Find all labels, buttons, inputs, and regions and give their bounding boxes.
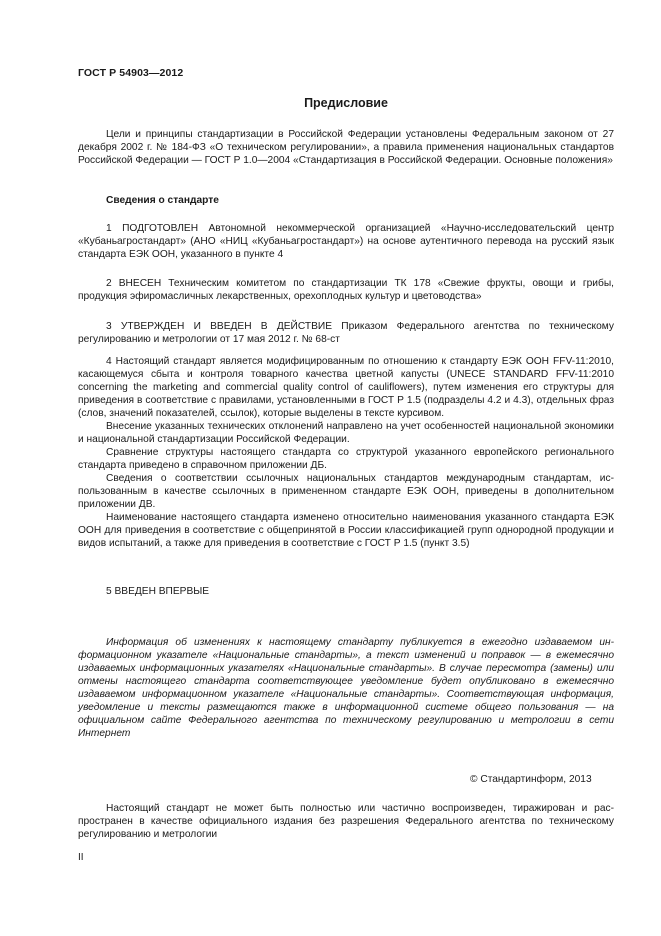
intro-paragraph	[78, 128, 614, 167]
item-4-paragraph-c: Сравнение структуры настоящего стандарта со структурой указанного европейского регионального стандарта приведено в справочном приложении ДБ.	[78, 447, 614, 471]
intro-text: Цели и принципы стандартизации в Российской Федерации установлены Федеральным законом от 27 декабря 2002 г. № 184-ФЗ «О техническом регулировании», а правила применения национальных стандартов Российской Федерации — ГОСТ Р 1.0—2004 «Стандартизация в Российской Федерации. Основные положения»	[78, 129, 614, 166]
item-5	[78, 585, 614, 598]
item-1	[78, 222, 614, 261]
item-1-text: 1 ПОДГОТОВЛЕН Автономной некоммерческой организацией «Научно-исследовательский центр «Кубаньагростандарт» (АНО «НИЦ «Кубаньагростандарт») на основе аутентичного перевода на русский язык стандарта ЕЭК ООН, указанного в пункте 4	[78, 223, 614, 260]
document-header: ГОСТ Р 54903—2012	[78, 67, 184, 79]
item-4-paragraph-d: Сведения о соответствии ссылочных национальных стандартов международным стандартам, использованным в качестве ссылочных в примененном стандарте ЕЭК ООН, приведены в дополнительном приложении ДВ.	[78, 473, 614, 510]
item-5-text: 5 ВВЕДЕН ВПЕРВЫЕ	[106, 586, 210, 597]
copyright: © Стандартинформ, 2013	[470, 774, 592, 785]
info-notice-text: Информация об изменениях к настоящему стандарту публикуется в ежегодно издаваемом информационном указателе «Национальные стандарты», а текст изменений и поправок — в ежемесячно издаваемых информационных указателях «Национальные стандарты». В случае пересмотра (замены) или отмены настоящего стандарта соответствующее уведомление будет опубликовано в ежемесячно издаваемом информационном указателе «Национальные стандарты». Соответствующая информация, уведомление и тексты размещаются также в информационной системе общего пользования — на официальном сайте Федерального агентства по техническому регулированию и метрологии в сети Интернет	[78, 637, 614, 739]
item-3-text: 3 УТВЕРЖДЕН И ВВЕДЕН В ДЕЙСТВИЕ Приказом Федерального агентства по техническому регулированию и метрологии от 17 мая 2012 г. № 68-ст	[78, 321, 614, 345]
reproduction-notice	[78, 802, 614, 841]
item-2	[78, 277, 614, 303]
item-2-text: 2 ВНЕСЕН Техническим комитетом по стандартизации ТК 178 «Свежие фрукты, овощи и грибы, продукция эфиромасличных лекарственных, орехоплодных культур и цветоводства»	[78, 278, 614, 302]
section-title: Сведения о стандарте	[106, 195, 219, 206]
item-4-paragraph-e: Наименование настоящего стандарта изменено относительно наименования указанного стандарта ЕЭК ООН для приведения в соответствие с общепринятой в России классификацией групп однородной продукции и видов испытаний, а также для приведения в соответствие с ГОСТ Р 1.5 (пункт 3.5)	[78, 512, 614, 549]
item-4-paragraph-b: Внесение указанных технических отклонений направлено на учет особенностей национальной экономики и национальной стандартизации Российской Федерации.	[78, 421, 614, 445]
item-4-paragraph-a: 4 Настоящий стандарт является модифицированным по отношению к стандарту ЕЭК ООН FFV-11:2010, касающемуся сбыта и контроля товарного качества цветной капусты (UNECE STANDARD FFV-11:2010 concerning the marketing and commercial quality control of cauliflowers), путем изменения его структуры для приведения в соответствие с правилами, установленными в ГОСТ Р 1.5 (подразделы 4.2 и 4.3), отдельных фраз (слов, значений показателей, ссылок), которые выделены в тексте курсивом.	[78, 356, 614, 419]
page-number: II	[78, 852, 84, 863]
item-4	[78, 355, 614, 550]
info-notice	[78, 636, 614, 740]
page-title: Предисловие	[304, 96, 388, 110]
item-3	[78, 320, 614, 346]
reproduction-notice-text: Настоящий стандарт не может быть полностью или частично воспроизведен, тиражирован и распространен в качестве официального издания без разрешения Федерального агентства по техническому регулированию и метрологии	[78, 803, 614, 840]
